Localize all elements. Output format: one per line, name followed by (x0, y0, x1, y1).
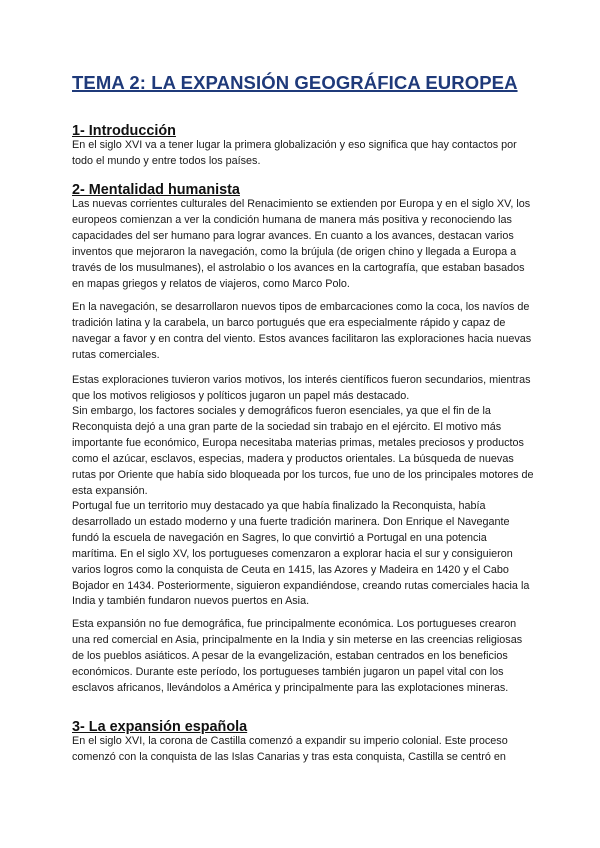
paragraph: Portugal fue un territorio muy destacado ya que había finalizado la Reconquista, había desarrollado un estado moderno y una fuerte tradición marinera. Don Enrique el Navegante fundó la escuela de navegación en Sagres, lo que convirtió a Portugal en una potencia marítima. En el siglo XV, los portugueses comenzaron a explorar hacia el sur y consiguieron varios logros como la conquista de Ceuta en 1415, las Azores y Madeira en 1420 y el Cabo Bojador en 1434. Posteriormente, siguieron expandiéndose, creando rutas comerciales hacia la India y también fundaron nuevos puertos en Asia. (72, 500, 530, 608)
paragraph: En el siglo XVI va a tener lugar la primera globalización y eso significa que hay contactos por todo el mundo y entre todos los países. (72, 139, 517, 167)
paragraph: Esta expansión no fue demográfica, fue principalmente económica. Los portugueses crearon una red comercial en Asia, principalmente en la India y sin meterse en las creencias religiosas de los pueblos asiáticos. A pesar de la evangelización, estaban centrados en los beneficios económicos. Durante este período, los portugueses también jugaron un papel vital con los esclavos africanos, llevándolos a América y principalmente para las explotaciones mineras. (72, 618, 523, 694)
section-heading-introduccion: 1- Introducción (72, 123, 176, 139)
paragraph: En la navegación, se desarrollaron nuevos tipos de embarcaciones como la coca, los navíos de tradición latina y la carabela, un barco portugués que era especialmente rápido y capaz de navegar a favor y en contra del viento. Estos avances facilitaron las exploraciones hacia nuevas rutas comerciales. (72, 301, 532, 361)
paragraph: Las nuevas corrientes culturales del Renacimiento se extienden por Europa y en el siglo XV, los europeos comienzan a ver la condición humana de manera más positiva y reconociendo las capacidades del ser humano para lograr avances. En cuanto a los avances, destacan varios inventos que mejoraron la navegación, como la brújula (de origen chino y llegada a Europa a través de los musulmanes), el astrolabio o los avances en la cartografía, que estaban basados en mapas griegos y relatos de viajeros, como Marco Polo. (72, 198, 531, 290)
section-heading-expansion-espanola: 3- La expansión española (72, 719, 248, 735)
paragraph: Sin embargo, los factores sociales y demográficos fueron esenciales, ya que el fin de la Reconquista dejó a una gran parte de la sociedad sin trabajo en el ejército. El motivo más importante fue económico, Europa necesitaba materias primas, metales preciosos y productos como el azúcar, esclavos, especias, madera y productos orientales. La búsqueda de nuevas rutas por Oriente que había sido bloqueada por los turcos, fue uno de los principales motores de esta expansión. (72, 405, 534, 497)
paragraph: Estas exploraciones tuvieron varios motivos, los interés científicos fueron secundarios, mientras que los motivos religiosos y políticos jugaron un papel más destacado. (72, 374, 531, 402)
document-title: TEMA 2: LA EXPANSIÓN GEOGRÁFICA EUROPEA (72, 72, 518, 93)
section-heading-mentalidad-humanista: 2- Mentalidad humanista (72, 182, 240, 198)
paragraph: En el siglo XVI, la corona de Castilla comenzó a expandir su imperio colonial. Este proceso comenzó con la conquista de las Islas Canarias y tras esta conquista, Castilla se centró en (72, 735, 508, 763)
